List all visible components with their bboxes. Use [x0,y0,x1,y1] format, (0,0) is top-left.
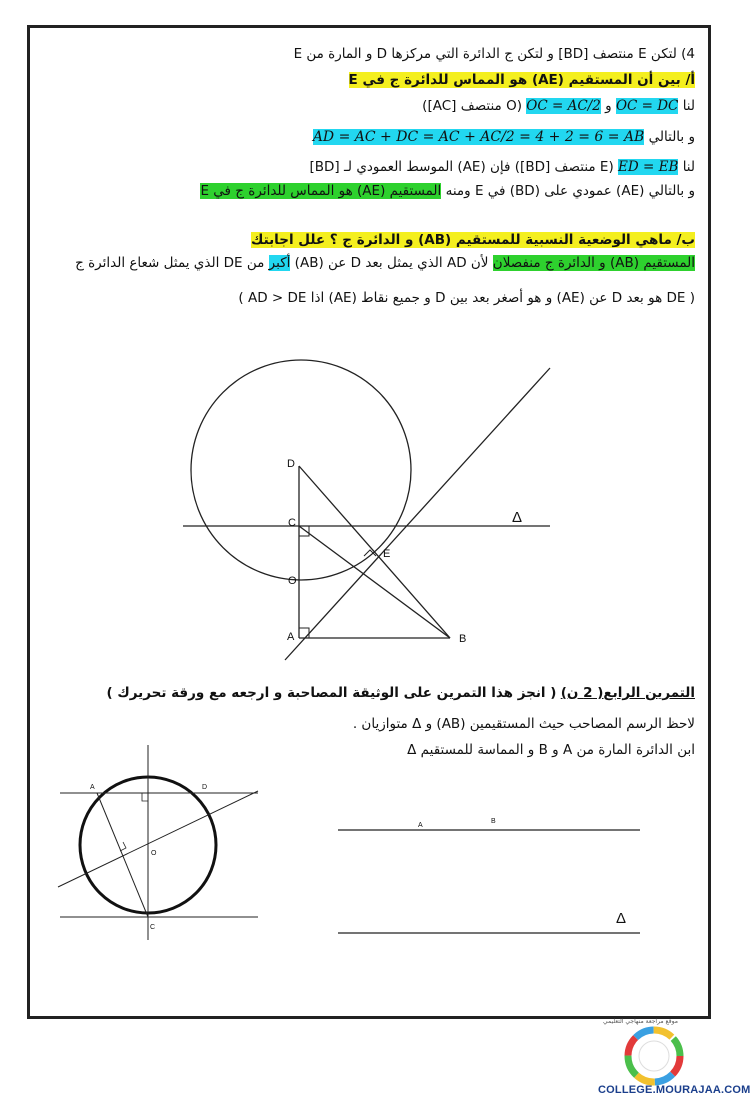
exercise-construct: ابن الدائرة المارة من A و B و المماسة للمستقيم Δ [407,742,695,758]
statement-4: 4) لتكن E منتصف [BD] و لتكن ج الدائرة التي مركزها D و المارة من E [293,46,695,62]
label-a: A [287,631,295,643]
text-and: و [605,98,612,114]
label-c: C [288,517,296,529]
figure-2 [50,735,270,945]
exercise-line-2 [407,740,695,760]
answer-separate: المستقيم (AB) و الدائرة ج منفصلان [492,255,695,271]
text-line-7 [251,230,695,250]
label-d: D [287,458,295,470]
text-line-3 [422,96,695,116]
site-logo [612,1028,696,1084]
segment-db [299,466,450,638]
logo-arc-text: موقع مراجعة منهاجي التعليمي [603,1018,678,1025]
label-o: O [288,575,297,587]
exercise-header [106,683,695,703]
text-ad-distance: لأن AD الذي يمثل بعد D عن (AB) [294,255,489,271]
text-perp-bisector: (E منتصف [BD]) فإن (AE) الموسط العمودي لـ [BD] [309,159,614,175]
label-c-small: C [150,924,156,931]
right-angle-mid [120,842,126,851]
circle-c [191,360,411,580]
text-lana-2: لنا [682,159,695,175]
right-angle-a [299,628,309,638]
exercise-line-1 [353,714,695,734]
word-greater: أكبر [268,255,291,271]
exercise-title: التمرين الرابع( 2 ن) [560,685,695,701]
line-diagonal [58,791,258,887]
label-o-small: O [151,850,157,857]
label-a-small: A [90,784,95,791]
eq-oc-ac2: OC = AC/2 [526,98,601,114]
label-d-small: D [202,784,208,791]
text-line-4 [313,127,695,147]
label-e: E [383,548,391,560]
text-line-9 [238,288,695,308]
label-delta-ex: Δ [616,910,627,927]
label-a-ex: A [418,822,423,829]
text-de-radius: من DE الذي يمثل شعاع الدائرة ج [75,255,265,271]
text-line-8 [75,253,695,273]
text-line-2 [349,70,695,90]
label-b-ex: B [491,818,496,825]
question-b: ب/ ماهي الوضعية النسبية للمستقيم (AB) و الدائرة ج ؟ علل اجابتك [251,232,695,248]
eq-ad: AD = AC + DC = AC + AC/2 = 4 + 2 = 6 = AB [312,129,645,145]
site-url[interactable]: COLLEGE.MOURAJAA.COM [598,1084,751,1096]
exercise-observe: لاحظ الرسم المصاحب حيث المستقيمين (AB) و Δ متوازيان . [352,716,695,732]
segment-cb [299,526,450,638]
exercise-note: ( انجز هذا التمرين على الوثيقة المصاحبة و ارجعه مع ورقة تحريرك ) [106,685,557,701]
right-angle-top [142,793,148,801]
text-lana: لنا [682,98,695,114]
text-ae-perp: و بالتالي (AE) عمودي على (BD) في E ومنه [445,183,695,199]
text-line-1 [294,44,695,64]
question-a: أ/ بين أن المستقيم (AE) هو المماس للدائرة ج في E [348,72,695,88]
label-b: B [459,633,467,645]
text-line-5 [309,157,695,177]
label-delta: Δ [512,509,523,526]
figure-3 [330,805,650,945]
eq-oc-dc: OC = DC [615,98,679,114]
conclusion-tangent: المستقيم (AE) هو المماس للدائرة ج في E [200,183,442,199]
eq-ed-eb: ED = EB [618,159,679,175]
line-ae [285,368,550,660]
text-therefore: و بالتالي [648,129,695,145]
note-de-distance: ( DE هو بعد D عن (AE) و هو أصغر بعد بين D و جميع نقاط (AE) اذا AD > DE ) [238,290,695,306]
text-o-midpoint: (O منتصف [AC]) [422,98,522,114]
figure-1 [0,330,735,670]
text-line-6 [200,181,695,201]
